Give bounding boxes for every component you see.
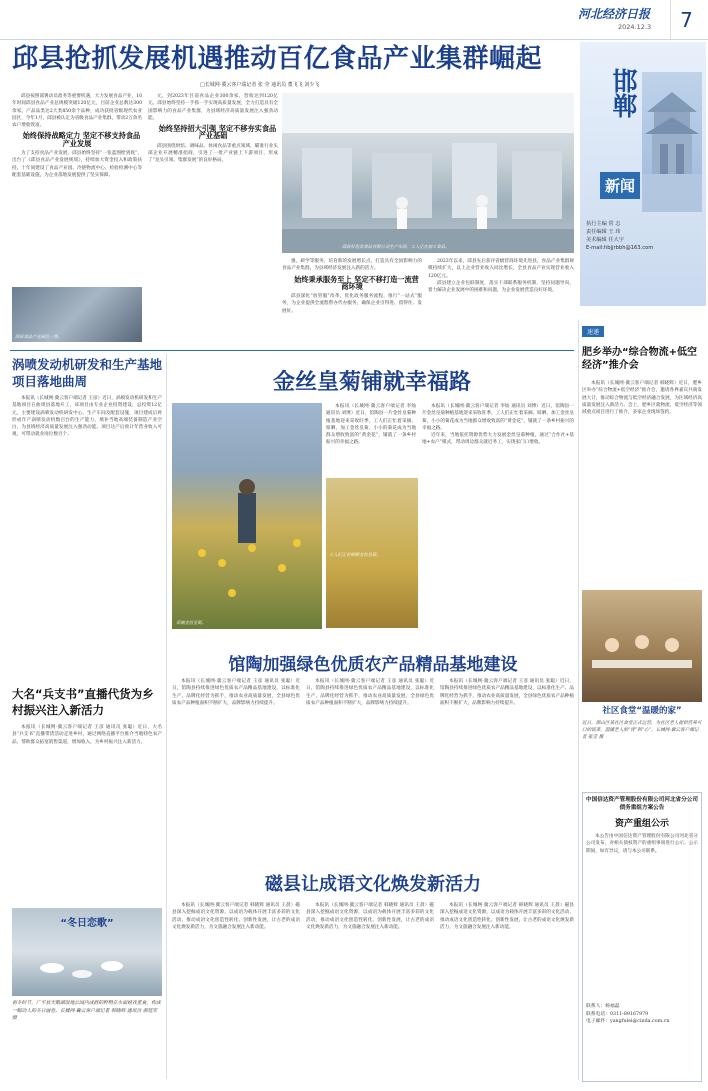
column-divider: [166, 354, 167, 1079]
cixian-headline: 磁县让成语文化焕发新活力: [265, 874, 481, 895]
chrysanthemum-photo-drying: [326, 478, 418, 628]
chrysanthemum-headline: 金丝皇菊铺就幸福路: [272, 370, 471, 395]
notice-contact: 联系人：杨福磊: [586, 1004, 620, 1009]
story-paragraph: 近年来，当地依托资源优势大力发展金丝皇菊种植，通过“合作社+基地+农户”模式，带动周边群众就近务工，实现家门口增收。: [422, 433, 574, 446]
lead-subtitle: 始终秉承服务至上 坚定不移打造一流营商环境: [294, 274, 419, 291]
lead-paragraph: 邱县围绕烘焙、调味品、休闲食品等重点领域，瞄准行业头部企业开展精准招商，引进了一批产业链上下游项目，形成了“龙头引领、集群发展”的良好格局。: [148, 143, 278, 164]
notice-title: 资产重组公示: [614, 819, 669, 829]
paper-name: 河北经济日报: [578, 7, 651, 21]
story-livestream-title: 大名“兵支书”直播代货为乡村振兴注入新活力: [12, 687, 154, 717]
editor-line: 美术编辑 任大宇: [586, 237, 624, 243]
guantao-text-2: [306, 678, 434, 858]
canteen-photo: [582, 590, 702, 702]
chrysanthemum-photo-field: [172, 403, 322, 629]
lead-photo-factory: [12, 287, 142, 342]
lead-column-2: [148, 93, 278, 343]
story-livestream-text: [12, 724, 162, 904]
lead-column-3: [282, 258, 422, 346]
photo-caption: 工人们正在晾晒金丝皇菊。: [329, 553, 381, 558]
section-divider: [10, 350, 574, 351]
story-paragraph: 本报讯（长城网·冀云客户端记者 王彦）近日，涡喷发动机研发和生产基地项目在曲周县落地开工，该项目由专业企业投资建设，总投资12亿元，主要建设涡喷发动机研发中心、生产车间及配套设施，项目建成后将形成年产涡喷发动机数百台的生产能力，填补当地高端装备制造产业空白，为县域经济高质量发展注入强劲动能。项目达产后预计年营业收入可观，可带动就业岗位数百个。: [12, 396, 162, 438]
story-paragraph: 本报讯（长城网·冀云客户端记者 李灿 通讯员 刘博）近日，馆陶县一片金丝皇菊种植基地迎来采收旺季，工人们正忙着采摘、晾晒、加工金丝皇菊，小小的菊花成为当地群众增收致富的“黄金花”，铺就了一条乡村振兴的幸福之路。: [326, 404, 416, 446]
winter-love-caption: 初冬时节，广平县天鹅湖湿地公园内成群的野鸭在水面嬉戏觅食，构成一幅动人的冬日画卷。长城网·冀云客户端记者 韩晓辉 通讯员 郝延军 摄: [12, 1001, 161, 1021]
cixian-text-2: [306, 902, 434, 1082]
story-paragraph: 本报讯（长城网·冀云客户端记者 王彦 通讯员 张聪）近日，馆陶县持续推进绿色优质农产品精品基地建设，以标准化生产、品牌化经营为抓手，推动农业高质量发展，全县绿色优质农产品种植面积不断扩大，品牌影响力持续提升。: [172, 679, 300, 706]
lead-paragraph: 强，研学等服务，培育新的发展增长点，打造具有全国影响力的食品产业集群，为县域经济发展注入新的活力。: [282, 259, 422, 272]
notice-phone: 联系电话：0311-89167979: [586, 1011, 649, 1017]
story-engine-title: 涡喷发动机研发和生产基地项目落地曲周: [12, 357, 162, 389]
canteen-illustration: [582, 590, 702, 702]
chrysanthemum-text-2: [422, 403, 574, 628]
story-paragraph: 本报讯（长城网·冀云客户端记者 王彦 通讯员 张聪）近日，馆陶县持续推进绿色优质农产品精品基地建设，以标准化生产、品牌化经营为抓手，推动农业高质量发展，全县绿色优质农产品种植面积不断扩大，品牌影响力持续提升。: [306, 679, 434, 706]
story-paragraph: 本报讯（长城网·冀云客户端记者 王彦 通讯员 张聪）近日，馆陶县持续推进绿色优质农产品精品基地建设，以标准化生产、品牌化经营为抓手，推动农业高质量发展，全县绿色优质农产品种植面积不断扩大，品牌影响力持续提升。: [440, 679, 574, 706]
lead-paragraph: 元，到2023年目前食品企业300余家，营收达到120亿元。邱县始终坚持一手抓一手实现高质量发展，全力打造具有全国影响力的食品产业集群，为县域经济高质量发展注入强劲动能。: [148, 94, 278, 121]
issue-date: 2024.12.3: [618, 23, 652, 31]
lead-subtitle: 始终坚持招大引强 坚定不移夯实食品产业基础: [158, 124, 277, 141]
winter-love-title: “冬日恋歌”: [60, 918, 114, 929]
lead-column-1: [12, 93, 142, 283]
lead-column-4: [428, 258, 574, 346]
photo-caption: 采摘金丝皇菊。: [176, 621, 207, 626]
page-number: 7: [670, 0, 702, 40]
notice-org: 中国信达资产管理股份有限公司河北省分公司债务重组方案公告: [586, 797, 698, 811]
section-panel: [580, 42, 706, 306]
lead-paragraph: 邱县建立企业包联制度，落实干部联系服务机制，坚持问题导向，着力解决企业发展中的困难和问题，为企业发展营造良好环境。: [428, 280, 574, 294]
cixian-text-3: [440, 902, 574, 1082]
lead-paragraph: 邱县按照部署动员政务等重要机遇，大力发展食品产业，10年时间邱县食品产业总规模突破120亿元，目前企业总数达300余家，产品品类达2大类850余个品种，成功获批省级现代农业园区，今年1月，邱县被认定为省级食品产业集群，带动2万余名农户增收致富。: [12, 94, 142, 129]
lead-paragraph: 2023年以来，邱县先后获评省级营商环境先进县，食品产业集群规模持续扩大，以上企业营业收入同比增长，全县食品产业实现营业收入120亿元。: [428, 259, 574, 279]
feixiang-title: 肥乡举办“综合物流+低空经济”推介会: [582, 347, 697, 371]
editor-credits: [586, 220, 702, 252]
guantao-headline: 馆陶加强绿色优质农产品精品基地建设: [228, 655, 518, 675]
editor-line: 执行主编 常 志: [586, 221, 621, 227]
chrysanthemum-text: [326, 403, 416, 475]
lead-headline: 邱县抢抓发展机遇推动百亿食品产业集群崛起: [12, 44, 543, 74]
lead-byline: □长城网·冀云客户端记者 张 莹 通讯员 董飞飞 刘少飞: [200, 82, 320, 88]
column-title: 新闻: [600, 172, 640, 199]
winter-love-photo: [12, 908, 162, 996]
story-paragraph: 本报讯（长城网·冀云客户端记者 韩晓辉 通讯员 王晨）磁县深入挖掘成语文化资源，以成语为载体开展丰富多彩的文化活动，推动成语文化创造性转化、创新性发展，让古老的成语文化焕发新活力，为文旅融合发展注入新动能。: [440, 903, 574, 930]
guantao-text-1: [172, 678, 300, 858]
lead-subtitle: 始终保持战略定力 坚定不移支持食品产业发展: [22, 131, 141, 148]
editor-email: E-mail:hbjjrbbh@163.com: [586, 245, 654, 251]
workshop-illustration: [282, 93, 574, 253]
canteen-title: 社区食堂“温暖的家”: [602, 706, 682, 716]
story-paragraph: 本报讯（长城网·冀云客户端记者 韩晓辉 通讯员 王晨）磁县深入挖掘成语文化资源，以成语为载体开展丰富多彩的文化活动，推动成语文化创造性转化、创新性发展，让古老的成语文化焕发新活力，为文旅融合发展注入新动能。: [306, 903, 434, 930]
photo-caption: 邱县食品产业园区一角。: [15, 335, 63, 340]
flower-field-illustration: [172, 403, 322, 629]
page-header: [0, 0, 708, 40]
story-paragraph: 本报讯（长城网·冀云客户端记者 韩晓辉）近日，肥乡区举办“综合物流+低空经济”推介会，邀请各界嘉宾共商发展大计，推动综合物流与低空经济融合发展，为区域经济高质量发展注入新活力。会上，肥乡区就物流、低空经济等领域重点项目进行了推介，多家企业现场签约。: [582, 381, 702, 416]
story-paragraph: 本报讯（长城网·冀云客户端记者 韩晓辉 通讯员 王晨）磁县深入挖掘成语文化资源，以成语为载体开展丰富多彩的文化活动，推动成语文化创造性转化、创新性发展，让古老的成语文化焕发新活力，为文旅融合发展注入新动能。: [172, 903, 300, 930]
notice-paragraph: 本公告由中国信达资产管理股份有限公司河北省分公司发布，对相关债权资产的重组事项进行公示。公示期间，如有异议，请与本公司联系。: [586, 834, 698, 854]
story-paragraph: 本报讯（长城网·冀云客户端记者 王彦 通讯员 张聪）近日，大名县“兵支书”直播带货活动走进乡村，通过网络直播平台推介当地特色农产品，帮助群众拓宽销售渠道，增加收入，为乡村振兴注入新活力。: [12, 725, 162, 745]
column-divider: [578, 320, 579, 1080]
notice-text: [586, 833, 698, 1003]
pavilion-icon: [642, 72, 702, 212]
canteen-caption: 近日，邯山区某社区食堂正式运营，为社区老人提供营养可口的饭菜，温暖老人的“胃”和“心”。长城网·冀云客户端记者 张莹 摄: [582, 721, 702, 741]
story-engine-text: [12, 395, 162, 680]
lead-paragraph: 为了支持食品产业发展，邱县始终坚持“一张蓝图绘到底”，出台了《邱县食品产业发展规划》，持续加大资金投入和政策扶持，十年间建设了食品产业园、冷链物流中心、检验检测中心等配套基础设施，为企业落地发展提供了坚实保障。: [12, 151, 142, 178]
lead-photo-workshop: [282, 93, 574, 253]
pavilion-illustration: [642, 72, 702, 212]
lead-paragraph: 邱县深化“放管服”改革，优化政务服务流程，推行“一站式”服务，为企业提供全流程帮办代办服务，确保企业引得进、留得住、发展好。: [282, 294, 422, 314]
photo-caption: 邱县好思美食品有限公司生产车间，工人正在加工食品。: [342, 245, 450, 250]
editor-line: 责任编辑 王 玮: [586, 229, 621, 235]
section-title: 邯郸: [609, 68, 638, 118]
cixian-text-1: [172, 902, 300, 1082]
notice-box: [582, 792, 702, 1082]
feixiang-text: [582, 380, 702, 580]
notice-email: 电子邮件：yangfulei@cinda.com.cn: [586, 1019, 670, 1024]
story-paragraph: 本报讯（长城网·冀云客户端记者 李灿 通讯员 刘博）近日，馆陶县一片金丝皇菊种植基地迎来采收旺季，工人们正忙着采摘、晾晒、加工金丝皇菊，小小的菊花成为当地群众增收致富的“黄金花”，铺就了一条乡村振兴的幸福之路。: [422, 404, 574, 431]
express-badge: 速递: [582, 326, 604, 337]
guantao-text-3: [440, 678, 574, 858]
